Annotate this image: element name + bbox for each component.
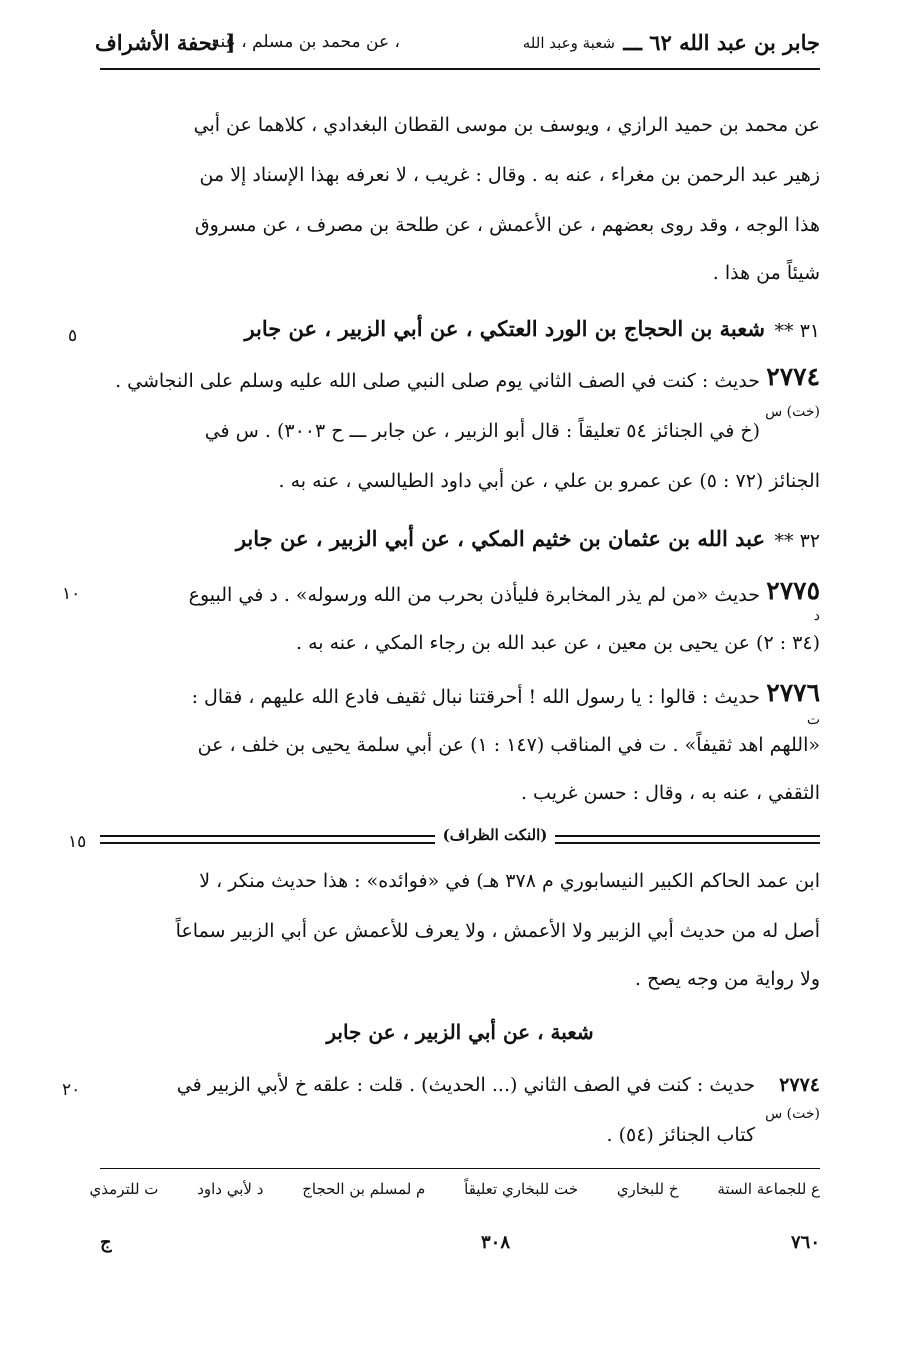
- hadith-2775-line-1: حديث «من لم يذر المخابرة فليأذن بحرب من الله ورسوله» . د في البيوع: [188, 584, 760, 606]
- margin-number-15: ١٥: [68, 832, 87, 852]
- section-32-marker: ٣٢ **: [774, 530, 820, 552]
- hadith-2775-number: ٢٧٧٥: [766, 576, 820, 605]
- header-mid2: ، عن محمد بن مسلم ، عنه: [211, 32, 400, 52]
- footer-signature: ج: [100, 1232, 112, 1253]
- p2-line-1: ابن عمد الحاكم الكبير النيسابوري م ٣٧٨ هـ) في «فوائده» : هذا حديث منكر ، لا: [199, 870, 820, 892]
- p1-line-1: عن محمد بن حميد الرازي ، ويوسف بن موسى القطان البغدادي ، كلاهما عن أبي: [193, 114, 820, 136]
- header-right: جابر بن عبد الله ٦٢ ـــ: [623, 30, 820, 55]
- p1-line-3: هذا الوجه ، وقد روى بعضهم ، عن الأعمش ، عن طلحة بن مصرف ، عن مسروق: [194, 214, 820, 236]
- margin-number-10: ١٠: [62, 584, 81, 604]
- sub-heading: شعبة ، عن أبي الزبير ، عن جابر: [326, 1020, 594, 1044]
- separator-line-left: [100, 835, 435, 844]
- hadith-2774b-number: ٢٧٧٤: [779, 1074, 820, 1096]
- hadith-2775-line-2: (٣٤ : ٢) عن يحيى بن معين ، عن عبد الله بن رجاء المكي ، عنه به .: [296, 632, 820, 654]
- abbr-2: خ للبخاري: [616, 1180, 679, 1198]
- hadith-2776-line-2: «اللهم اهد ثقيفاً» . ت في المناقب (١٤٧ : ١) عن أبي سلمة يحيى بن خلف ، عن: [197, 734, 820, 756]
- header-rule: [100, 68, 820, 70]
- p1-line-2: زهير عبد الرحمن بن مغراء ، عنه به . وقال : غريب ، لا نعرفه بهذا الإسناد إلا من: [199, 164, 820, 186]
- footnote-rule: [100, 1168, 820, 1169]
- section-separator: [100, 826, 820, 854]
- abbr-1: ع للجماعة الستة: [717, 1180, 820, 1198]
- hadith-2774b-line-1: حديث : كنت في الصف الثاني (... الحديث) . قلت : علقه خ لأبي الزبير في: [176, 1074, 755, 1096]
- separator-label: (النكت الظراف): [442, 826, 548, 844]
- section-31-heading: شعبة بن الحجاج بن الورد العتكي ، عن أبي الزبير ، عن جابر: [244, 316, 765, 341]
- hadith-2774-line-1: حديث : كنت في الصف الثاني يوم صلى النبي صلى الله عليه وسلم على النجاشي .: [115, 370, 760, 392]
- hadith-2776-number: ٢٧٧٦: [766, 678, 820, 707]
- hadith-2775-code: د: [813, 608, 820, 624]
- hadith-2774-line-2: (خ في الجنائز ٥٤ تعليقاً : قال أبو الزبير ، عن جابر ـــ ح ٣٠٠٣) . س في: [204, 420, 760, 442]
- p2-line-3: ولا رواية من وجه يصح .: [634, 968, 820, 990]
- header-mid: شعبة وعبد الله: [522, 34, 615, 52]
- abbr-5: د لأبي داود: [197, 1180, 264, 1198]
- section-31-marker: ٣١ **: [774, 320, 820, 342]
- hadith-2776-code: ت: [806, 712, 820, 728]
- section-32-heading: عبد الله بن عثمان بن خثيم المكي ، عن أبي الزبير ، عن جابر: [235, 526, 765, 551]
- margin-number-5: ٥: [68, 326, 78, 346]
- hadith-2774b-line-2: كتاب الجنائز (٥٤) .: [606, 1124, 755, 1146]
- hadith-2776-line-1: حديث : قالوا : يا رسول الله ! أحرقتنا نبال ثقيف فادع الله عليهم ، فقال :: [191, 686, 760, 708]
- abbr-3: خت للبخاري تعليقاً: [464, 1180, 579, 1198]
- separator-line-right: [555, 835, 820, 844]
- margin-number-20: ٢٠: [62, 1080, 81, 1100]
- hadith-2776-line-3: الثقفي ، عنه به ، وقال : حسن غريب .: [520, 782, 820, 804]
- abbr-4: م لمسلم بن الحجاج: [302, 1180, 426, 1198]
- hadith-2774-number: ٢٧٧٤: [766, 362, 820, 391]
- abbreviation-key: [89, 1180, 820, 1198]
- footer-volume-page: ٧٦٠: [790, 1232, 820, 1253]
- hadith-2774-line-3: الجنائز (٧٢ : ٥) عن عمرو بن علي ، عن أبي داود الطيالسي ، عنه به .: [278, 470, 820, 492]
- abbr-6: ت للترمذي: [89, 1180, 159, 1198]
- hadith-2774b-code: (خت) س: [765, 1106, 820, 1122]
- p1-line-4: شيئاً من هذا .: [712, 262, 820, 284]
- hadith-2774-code: (خت) س: [765, 404, 820, 420]
- p2-line-2: أصل له من حديث أبي الزبير ولا الأعمش ، ولا يعرف للأعمش عن أبي الزبير سماعاً: [175, 920, 820, 942]
- footer-page-number: ٣٠٨: [480, 1232, 510, 1253]
- header-left: [ تحفة الأشراف: [95, 30, 236, 55]
- running-header: [95, 20, 820, 68]
